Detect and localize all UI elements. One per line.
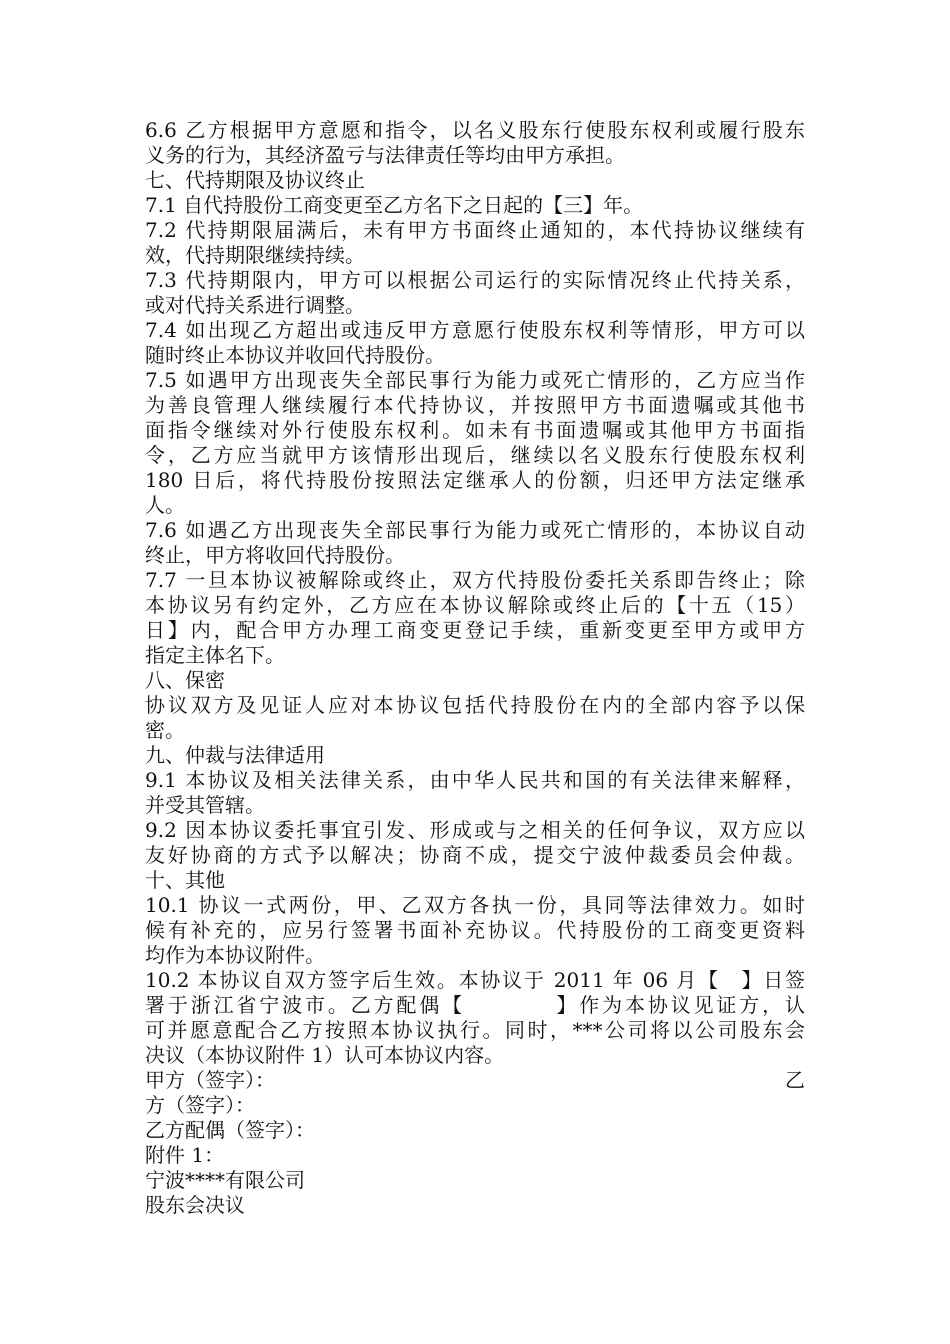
document-line: 署于浙江省宁波市。乙方配偶【 】作为本协议见证方，认: [145, 993, 805, 1017]
attachment-label: 附件 1：: [145, 1143, 225, 1167]
document-line: 7.4 如出现乙方超出或违反甲方意愿行使股东权利等情形，甲方可以: [145, 318, 805, 342]
document-line: 本协议另有约定外，乙方应在本协议解除或终止后的【十五（15）: [145, 593, 805, 617]
document-line: 或对代持关系进行调整。: [145, 293, 365, 317]
attachment-title: 股东会决议: [145, 1193, 245, 1217]
document-body: [145, 118, 805, 1068]
document-line: 均作为本协议附件。: [145, 943, 325, 967]
document-line: 终止，甲方将收回代持股份。: [145, 543, 405, 567]
document-line: 9.1 本协议及相关法律关系，由中华人民共和国的有关法律来解释，: [145, 768, 805, 792]
document-line: 人。: [145, 493, 185, 517]
document-line: 9.2 因本协议委托事宜引发、形成或与之相关的任何争议，双方应以: [145, 818, 805, 842]
document-line: 协议双方及见证人应对本协议包括代持股份在内的全部内容予以保: [145, 693, 805, 717]
document-line: 效，代持期限继续持续。: [145, 243, 365, 267]
document-line: 七、代持期限及协议终止: [145, 168, 365, 192]
document-line: 7.5 如遇甲方出现丧失全部民事行为能力或死亡情形的，乙方应当作: [145, 368, 805, 392]
document-line: 十、其他: [145, 868, 225, 892]
document-line: 九、仲裁与法律适用: [145, 743, 325, 767]
document-line: 7.7 一旦本协议被解除或终止，双方代持股份委托关系即告终止；除: [145, 568, 805, 592]
document-line: 6.6 乙方根据甲方意愿和指令，以名义股东行使股东权利或履行股东: [145, 118, 805, 142]
attachment-company: 宁波****有限公司: [145, 1168, 305, 1192]
document-line: 令，乙方应当就甲方该情形出现后，继续以名义股东行使股东权利: [145, 443, 805, 467]
document-line: 180 日后，将代持股份按照法定继承人的份额，归还甲方法定继承: [145, 468, 805, 492]
document-line: 面指令继续对外行使股东权利。如未有书面遗嘱或其他甲方书面指: [145, 418, 805, 442]
document-line: 7.6 如遇乙方出现丧失全部民事行为能力或死亡情形的，本协议自动: [145, 518, 805, 542]
document-line: 八、保密: [145, 668, 225, 692]
document-line: 友好协商的方式予以解决；协商不成，提交宁波仲裁委员会仲裁。: [145, 843, 805, 867]
document-page: [145, 118, 805, 1218]
party-b-signature-label-rest: 方（签字）：: [145, 1093, 255, 1117]
party-a-signature-label: 甲方（签字）：: [145, 1068, 275, 1092]
document-line: 7.3 代持期限内，甲方可以根据公司运行的实际情况终止代持关系，: [145, 268, 805, 292]
document-line: 日】内，配合甲方办理工商变更登记手续，重新变更至甲方或甲方: [145, 618, 805, 642]
document-line: 候有补充的，应另行签署书面补充协议。代持股份的工商变更资料: [145, 918, 805, 942]
document-line: 为善良管理人继续履行本代持协议，并按照甲方书面遗嘱或其他书: [145, 393, 805, 417]
document-line: 10.2 本协议自双方签字后生效。本协议于 2011 年 06 月【 】日签: [145, 968, 805, 992]
document-line: 决议（本协议附件 1）认可本协议内容。: [145, 1043, 505, 1067]
document-line: 指定主体名下。: [145, 643, 285, 667]
document-line: 可并愿意配合乙方按照本协议执行。同时，***公司将以公司股东会: [145, 1018, 805, 1042]
document-line: 7.1 自代持股份工商变更至乙方名下之日起的【三】年。: [145, 193, 644, 217]
spouse-signature-label: 乙方配偶（签字）：: [145, 1118, 315, 1142]
document-line: 随时终止本协议并收回代持股份。: [145, 343, 445, 367]
document-line: 并受其管辖。: [145, 793, 265, 817]
document-line: 7.2 代持期限届满后，未有甲方书面终止通知的，本代持协议继续有: [145, 218, 805, 242]
document-line: 义务的行为，其经济盈亏与法律责任等均由甲方承担。: [145, 143, 625, 167]
signature-line: [145, 1068, 805, 1093]
party-b-signature-label-start: 乙: [785, 1068, 805, 1092]
document-line: 密。: [145, 718, 185, 742]
document-line: 10.1 协议一式两份，甲、乙双方各执一份，具同等法律效力。如时: [145, 893, 805, 917]
